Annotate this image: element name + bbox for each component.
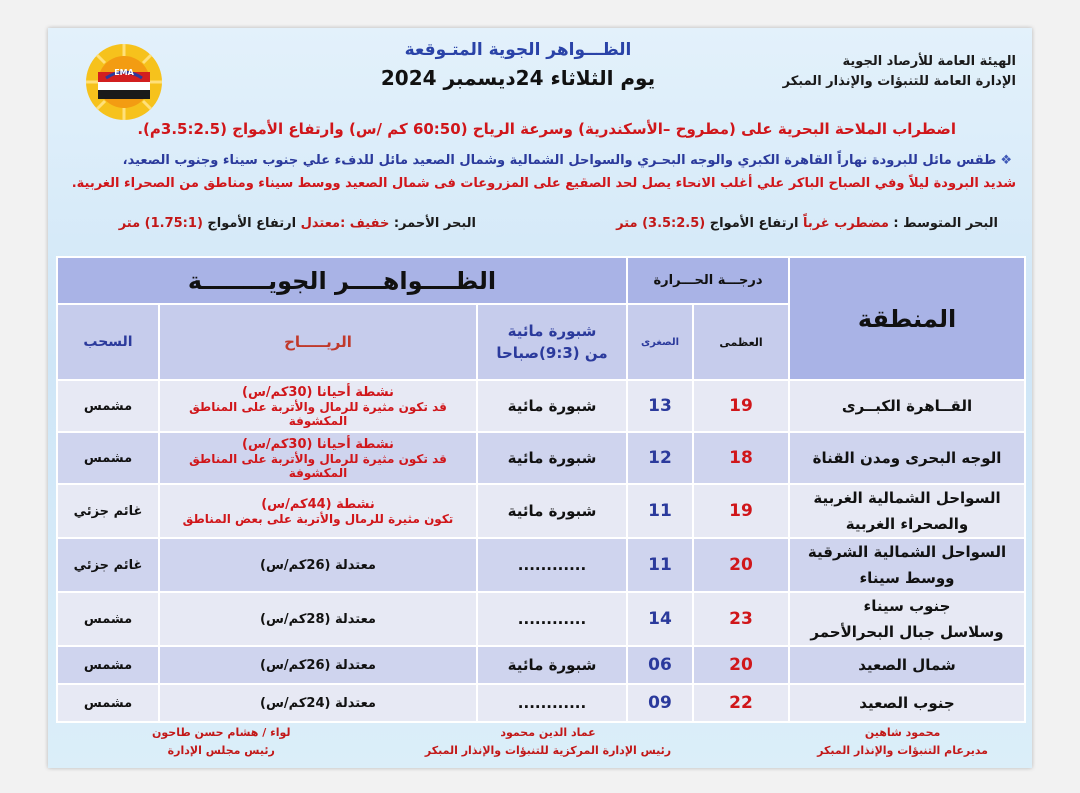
table-row	[57, 432, 1025, 484]
fog-cell: ............	[477, 592, 627, 646]
signature-board-chairman	[152, 724, 291, 760]
min-temp-cell: 14	[627, 592, 693, 646]
fog-header-time: من (9:3)صباحا	[496, 344, 608, 362]
bullet-icon: ❖	[1000, 153, 1012, 168]
cloud-cell: غائم جزئي	[57, 484, 159, 538]
weather-summary-day	[123, 153, 1012, 168]
page-title: الظـــواهر الجوية المتـوقعة	[404, 40, 632, 60]
fog-cell: ............	[477, 538, 627, 592]
forecast-table	[56, 256, 1026, 723]
cloud-cell: مشمس	[57, 646, 159, 684]
org-name: الهيئة العامة للأرصاد الجوية	[842, 54, 1016, 69]
mediterranean-sea-status	[616, 216, 998, 231]
cloud-cell: مشمس	[57, 684, 159, 722]
wind-cell: نشطة (44كم/س) تكون مثيرة للرمال والأتربة على بعض المناطق	[159, 484, 477, 538]
region-cell: السواحل الشمالية الشرقية ووسط سيناء	[789, 538, 1025, 592]
cloud-cell: مشمس	[57, 432, 159, 484]
min-temp-cell: 13	[627, 380, 693, 432]
signature-name: محمود شاهين	[864, 726, 941, 739]
forecast-sheet	[48, 28, 1032, 768]
min-temp-cell: 09	[627, 684, 693, 722]
table-row	[57, 592, 1025, 646]
max-temp-cell: 18	[693, 432, 789, 484]
wind-cell: معتدلة (26كم/س)	[159, 646, 477, 684]
title-block	[308, 40, 728, 90]
phenomena-header: الظــــواهــــر الجويــــــــة	[57, 257, 627, 304]
max-temp-cell: 23	[693, 592, 789, 646]
red-sea-waves-label: ارتفاع الأمواج	[207, 216, 297, 231]
med-label: البحر المتوسط :	[893, 216, 998, 231]
temperature-header: درجـــة الحـــرارة	[627, 257, 789, 304]
fog-cell: شبورة مائية	[477, 646, 627, 684]
fog-cell: شبورة مائية	[477, 380, 627, 432]
fog-header-title: شبورة مائية	[507, 322, 597, 340]
max-temp-cell: 20	[693, 646, 789, 684]
wind-cell: نشطة أحيانا (30كم/س) قد تكون مثيرة للرمال والأتربة على المناطق المكشوفة	[159, 380, 477, 432]
weather-summary-night: شديد البرودة ليلاً وفي الصباح الباكر علي أغلب الانحاء يصل لحد الصقيع على المزروعات فى شمال الصعيد ووسط سيناء ومناطق من الصحراء الغربية.	[71, 176, 1016, 191]
region-cell: جنوب سيناء وسلاسل جبال البحرالأحمر	[789, 592, 1025, 646]
signature-role: رئيس مجلس الإدارة	[167, 744, 275, 757]
min-temp-cell: 11	[627, 484, 693, 538]
wind-cell: معتدلة (28كم/س)	[159, 592, 477, 646]
fog-header	[477, 304, 627, 380]
cloud-header: السحب	[57, 304, 159, 380]
table-row	[57, 484, 1025, 538]
signature-name: عماد الدين محمود	[500, 726, 596, 739]
summary-day-text: طقس مائل للبرودة نهاراً القاهرة الكبري والوجه البحـري والسواحل الشمالية وشمال الصعيد مائل للدفء علي جنوب سيناء وجنوب الصعيد،	[122, 153, 997, 168]
wind-header: الريـــــاح	[159, 304, 477, 380]
cloud-cell: غائم جزئي	[57, 538, 159, 592]
region-cell: القــاهرة الكبــرى	[789, 380, 1025, 432]
region-cell: شمال الصعيد	[789, 646, 1025, 684]
min-temp-cell: 11	[627, 538, 693, 592]
table-row	[57, 380, 1025, 432]
cloud-cell: مشمس	[57, 380, 159, 432]
forecast-date: يوم الثلاثاء 24ديسمبر 2024	[380, 66, 656, 90]
med-waves-value: (3.5:2.5) متر	[616, 216, 706, 231]
red-sea-status	[119, 216, 476, 231]
fog-cell: شبورة مائية	[477, 432, 627, 484]
region-cell: جنوب الصعيد	[789, 684, 1025, 722]
red-sea-waves-value: (1.75:1) متر	[118, 216, 203, 231]
logo-text: EMA	[114, 68, 134, 77]
min-temp-cell: 06	[627, 646, 693, 684]
wind-cell: نشطة أحيانا (30كم/س) قد تكون مثيرة للرمال والأتربة على المناطق المكشوفة	[159, 432, 477, 484]
ema-logo	[84, 42, 164, 122]
min-temp-header: الصغرى	[627, 304, 693, 380]
table-row	[57, 646, 1025, 684]
max-temp-cell: 19	[693, 380, 789, 432]
min-temp-cell: 12	[627, 432, 693, 484]
max-temp-cell: 22	[693, 684, 789, 722]
max-temp-header: العظمى	[693, 304, 789, 380]
region-cell: السواحل الشمالية الغربية والصحراء الغربية	[789, 484, 1025, 538]
cloud-cell: مشمس	[57, 592, 159, 646]
wind-cell: معتدلة (26كم/س)	[159, 538, 477, 592]
fog-cell: شبورة مائية	[477, 484, 627, 538]
wind-cell: معتدلة (24كم/س)	[159, 684, 477, 722]
signature-name: لواء / هشام حسن طاحون	[152, 726, 291, 739]
region-header: المنطقة	[789, 257, 1025, 380]
fog-cell: ............	[477, 684, 627, 722]
table-row	[57, 684, 1025, 722]
signature-central-director	[378, 724, 718, 760]
signature-role: رئيس الإدارة المركزية للتنبؤات والإنذار المبكر	[424, 744, 672, 757]
org-department: الإدارة العامة للتنبؤات والإنذار المبكر	[782, 74, 1016, 89]
med-waves-label: ارتفاع الأمواج	[709, 216, 799, 231]
max-temp-cell: 20	[693, 538, 789, 592]
red-sea-state: خفيف :معتدل	[300, 216, 390, 231]
max-temp-cell: 19	[693, 484, 789, 538]
signature-role: مديرعام التنبؤات والإنذار المبكر	[817, 744, 988, 757]
region-cell: الوجه البحرى ومدن القناة	[789, 432, 1025, 484]
marine-warning: اضطراب الملاحة البحرية على (مطروح –الأسكندرية) وسرعة الرياح (60:50 كم /س) وارتفاع الأمواج (3.5:2.5م).	[137, 120, 956, 138]
table-row	[57, 538, 1025, 592]
signature-forecast-director	[817, 724, 988, 760]
red-sea-label: البحر الأحمر:	[393, 216, 476, 231]
med-state: مضطرب غرباً	[802, 216, 889, 231]
organization-block	[783, 52, 1016, 92]
